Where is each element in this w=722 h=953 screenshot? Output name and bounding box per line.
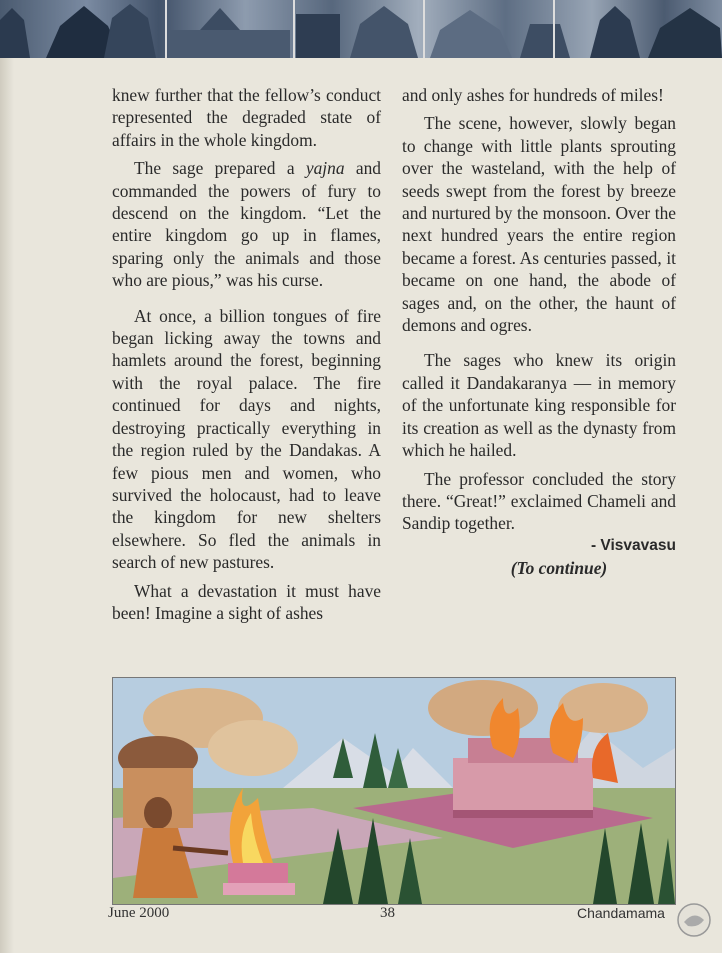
to-continue-note: (To continue)	[510, 558, 608, 579]
paragraph: knew further that the fellow’s conduct represented the degraded state of affairs in the whole kingdom.	[112, 85, 381, 150]
chandamama-logo-icon	[676, 902, 712, 938]
paragraph: The sages who knew its origin called it Dandakaranya — in memory of the unfortunate king responsible for its creation as well as the dynasty from which he hailed.	[402, 350, 676, 461]
issue-date: June 2000	[108, 905, 170, 921]
paragraph: The scene, however, slowly began to change with little plants sprouting over the wasteland, with the help of seeds swept from the forest by breeze and nurtured by the monsoon. Over the next hundred years the entire region became a forest. As centuries passed, it became on one hand, the abode of sages and, on the other, the haunt of demons and ogres.	[402, 113, 676, 336]
author-byline: - Visvavasu	[590, 536, 676, 554]
magazine-name: Chandamama	[577, 905, 665, 921]
temple-skyline-photo	[0, 0, 722, 58]
burning-kingdom-illustration	[113, 678, 675, 904]
article-left-column	[112, 84, 381, 624]
article-right-column	[402, 84, 676, 580]
paragraph: The professor concluded the story there. “Great!” exclaimed Chameli and Sandip together.	[402, 468, 676, 534]
page-binding-shadow	[0, 58, 14, 953]
paragraph: What a devastation it must have been! Imagine a sight of ashes	[112, 580, 381, 623]
header-banner	[0, 0, 722, 58]
paragraph: The sage prepared a yajna and commanded the powers of fury to descend on the kingdom. “Let the entire kingdom go up in flames, sparing only the animals and those who are pious,” was his curse.	[112, 158, 381, 291]
paragraph: At once, a billion tongues of fire began licking away the towns and hamlets around the forest, beginning with the royal palace. The fire continued for days and nights, destroying practically everything in the region ruled by the Dandakas. A few pious men and women, who survived the holocaust, had to leave the kingdom for new shelters elsewhere. So fled the animals in search of new pastures.	[112, 305, 381, 573]
story-illustration	[112, 677, 676, 905]
page-number: 38	[380, 905, 395, 921]
paragraph: and only ashes for hundreds of miles!	[402, 85, 664, 105]
